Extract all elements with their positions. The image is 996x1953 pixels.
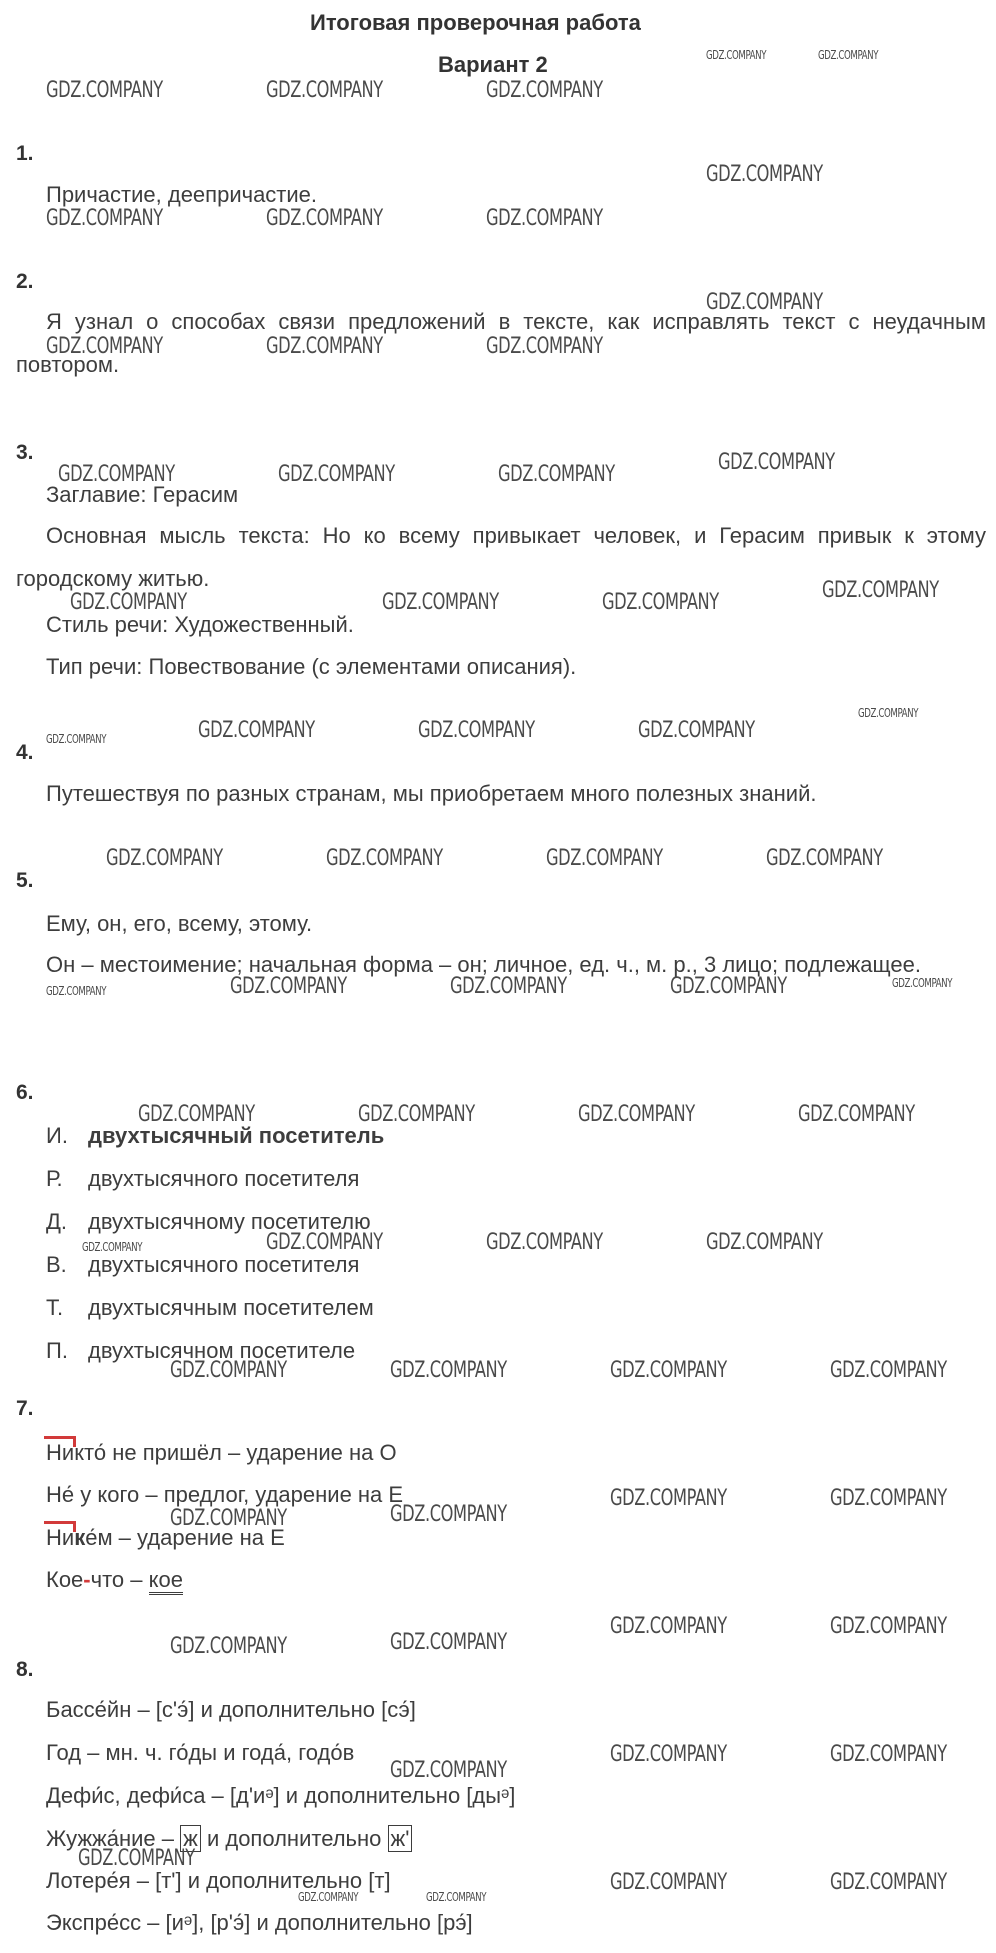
- watermark: GDZ.COMPANY: [830, 1358, 947, 1383]
- watermark: GDZ.COMPANY: [610, 1614, 727, 1639]
- watermark: GDZ.COMPANY: [706, 1230, 823, 1255]
- watermark: GDZ.COMPANY: [830, 1870, 947, 1895]
- answer-7-line4-a: Кое: [46, 1567, 84, 1592]
- case-row-accusative: [46, 1252, 359, 1278]
- question-number-2: 2.: [16, 270, 34, 293]
- watermark: GDZ.COMPANY: [46, 334, 163, 359]
- watermark: GDZ.COMPANY: [138, 1102, 255, 1127]
- answer-7-line4: [46, 1567, 183, 1593]
- answer-5-line1: Ему, он, его, всему, этому.: [46, 911, 313, 936]
- watermark: GDZ.COMPANY: [418, 718, 535, 743]
- case-row-genitive: [46, 1166, 359, 1192]
- answer-5-line2: Он – местоимение; начальная форма – он; личное, ед. ч., м. р., 3 лицо; подлежащее.: [46, 952, 921, 977]
- case-text: двухтысячного посетителя: [88, 1166, 360, 1191]
- watermark: GDZ.COMPANY: [46, 732, 107, 746]
- watermark: GDZ.COMPANY: [46, 206, 163, 231]
- case-letter: Т.: [46, 1295, 64, 1320]
- watermark: GDZ.COMPANY: [82, 1240, 143, 1254]
- watermark: GDZ.COMPANY: [706, 162, 823, 187]
- answer-8-line3: Дефи́с, дефи́са – [д'иᵊ] и дополнительно [дыᵊ]: [46, 1783, 516, 1808]
- watermark: GDZ.COMPANY: [610, 1742, 727, 1767]
- watermark: GDZ.COMPANY: [358, 1102, 475, 1127]
- answer-8-line4-a: Жужжа́ние –: [46, 1826, 181, 1851]
- watermark: GDZ.COMPANY: [106, 846, 223, 871]
- watermark: GDZ.COMPANY: [390, 1758, 507, 1783]
- watermark: GDZ.COMPANY: [892, 976, 953, 990]
- watermark: GDZ.COMPANY: [822, 578, 939, 603]
- watermark: GDZ.COMPANY: [486, 206, 603, 231]
- answer-8-line5: Лотере́я – [т'] и дополнительно [т]: [46, 1868, 391, 1893]
- question-number-1: 1.: [16, 142, 34, 165]
- watermark: GDZ.COMPANY: [266, 1230, 383, 1255]
- watermark: GDZ.COMPANY: [78, 1846, 195, 1871]
- watermark: GDZ.COMPANY: [382, 590, 499, 615]
- prefix-mark: Ни: [46, 1525, 75, 1550]
- case-text: двухтысячного посетителя: [88, 1252, 360, 1277]
- watermark: GDZ.COMPANY: [426, 1890, 487, 1904]
- answer-4: Путешествуя по разных странам, мы приобретаем много полезных знаний.: [46, 781, 817, 806]
- watermark: GDZ.COMPANY: [486, 1230, 603, 1255]
- watermark: GDZ.COMPANY: [578, 1102, 695, 1127]
- answer-7-line3-mid: к: [74, 1525, 86, 1550]
- watermark: GDZ.COMPANY: [266, 206, 383, 231]
- watermark: GDZ.COMPANY: [450, 974, 567, 999]
- case-letter: Д.: [46, 1209, 68, 1234]
- watermark: GDZ.COMPANY: [390, 1630, 507, 1655]
- watermark: GDZ.COMPANY: [170, 1506, 287, 1531]
- watermark: GDZ.COMPANY: [170, 1634, 287, 1659]
- case-text: двухтысячном посетителе: [88, 1338, 356, 1363]
- watermark: GDZ.COMPANY: [326, 846, 443, 871]
- watermark: GDZ.COMPANY: [858, 706, 919, 720]
- watermark: GDZ.COMPANY: [58, 462, 175, 487]
- watermark: GDZ.COMPANY: [390, 1502, 507, 1527]
- case-text: двухтысячный посетитель: [88, 1123, 385, 1148]
- watermark: GDZ.COMPANY: [830, 1614, 947, 1639]
- watermark: GDZ.COMPANY: [230, 974, 347, 999]
- case-text: двухтысячным посетителем: [88, 1295, 374, 1320]
- watermark: GDZ.COMPANY: [298, 1890, 359, 1904]
- answer-3-idea: Основная мысль текста: Но ко всему привыкает человек, и Герасим привык к этому городскому житью.: [16, 523, 986, 591]
- answer-8-line6: Экспре́сс – [иᵊ], [р'э́] и дополнительно [рэ́]: [46, 1910, 473, 1935]
- watermark: GDZ.COMPANY: [610, 1486, 727, 1511]
- watermark: GDZ.COMPANY: [670, 974, 787, 999]
- watermark: GDZ.COMPANY: [266, 334, 383, 359]
- case-letter: П.: [46, 1338, 68, 1363]
- case-text: двухтысячному посетителю: [88, 1209, 371, 1234]
- watermark: GDZ.COMPANY: [610, 1358, 727, 1383]
- watermark: GDZ.COMPANY: [486, 78, 603, 103]
- watermark: GDZ.COMPANY: [830, 1486, 947, 1511]
- boxed-letter: ж: [180, 1825, 201, 1852]
- question-number-4: 4.: [16, 741, 34, 764]
- question-number-5: 5.: [16, 869, 34, 892]
- watermark: GDZ.COMPANY: [46, 78, 163, 103]
- answer-8-line4-b: и дополнительно: [200, 1826, 388, 1851]
- watermark: GDZ.COMPANY: [706, 48, 767, 62]
- answer-3-type: Тип речи: Повествование (с элементами описания).: [46, 654, 577, 679]
- prefix-mark: Ни: [46, 1440, 75, 1465]
- watermark: GDZ.COMPANY: [546, 846, 663, 871]
- watermark: GDZ.COMPANY: [198, 718, 315, 743]
- watermark: GDZ.COMPANY: [390, 1358, 507, 1383]
- watermark: GDZ.COMPANY: [610, 1870, 727, 1895]
- answer-3-title: Заглавие: Герасим: [46, 482, 239, 507]
- watermark: GDZ.COMPANY: [46, 984, 107, 998]
- case-letter: В.: [46, 1252, 67, 1277]
- watermark: GDZ.COMPANY: [486, 334, 603, 359]
- case-letter: Р.: [46, 1166, 63, 1191]
- answer-3-style: Стиль речи: Художественный.: [46, 612, 354, 637]
- variant-title: Вариант 2: [438, 52, 548, 77]
- answer-2: Я узнал о способах связи предложений в тексте, как исправлять текст с неудачным повтором.: [16, 309, 986, 377]
- case-row-instrumental: [46, 1295, 374, 1321]
- watermark: GDZ.COMPANY: [798, 1102, 915, 1127]
- page-title: Итоговая проверочная работа: [310, 10, 641, 35]
- watermark: GDZ.COMPANY: [766, 846, 883, 871]
- watermark: GDZ.COMPANY: [278, 462, 395, 487]
- watermark: GDZ.COMPANY: [498, 462, 615, 487]
- watermark: GDZ.COMPANY: [170, 1358, 287, 1383]
- answer-1: Причастие, деепричастие.: [46, 182, 318, 207]
- double-underline-part: кое: [149, 1567, 183, 1595]
- answer-7-line4-b: что –: [90, 1567, 149, 1592]
- watermark: GDZ.COMPANY: [266, 78, 383, 103]
- case-letter: И.: [46, 1123, 68, 1148]
- watermark: GDZ.COMPANY: [718, 450, 835, 475]
- question-number-3: 3.: [16, 441, 34, 464]
- answer-7-line1-rest: кто́ не пришёл – ударение на О: [74, 1440, 397, 1465]
- watermark: GDZ.COMPANY: [818, 48, 879, 62]
- answer-7-line3-rest: е́м – ударение на Е: [85, 1525, 285, 1550]
- watermark: GDZ.COMPANY: [70, 590, 187, 615]
- answer-7-line2: Не́ у кого – предлог, ударение на Е: [46, 1482, 404, 1507]
- watermark: GDZ.COMPANY: [638, 718, 755, 743]
- answer-8-line2: Год – мн. ч. го́ды и года́, годо́в: [46, 1740, 355, 1765]
- boxed-letter: ж': [388, 1825, 413, 1852]
- hyphen-mark: -: [83, 1567, 91, 1592]
- watermark: GDZ.COMPANY: [830, 1742, 947, 1767]
- question-number-7: 7.: [16, 1397, 34, 1420]
- question-number-8: 8.: [16, 1658, 34, 1681]
- answer-7-line1: [46, 1440, 397, 1466]
- watermark: GDZ.COMPANY: [706, 290, 823, 315]
- answer-8-line1: Бассе́йн – [с'э́] и дополнительно [сэ́]: [46, 1697, 416, 1722]
- question-number-6: 6.: [16, 1081, 34, 1104]
- watermark: GDZ.COMPANY: [602, 590, 719, 615]
